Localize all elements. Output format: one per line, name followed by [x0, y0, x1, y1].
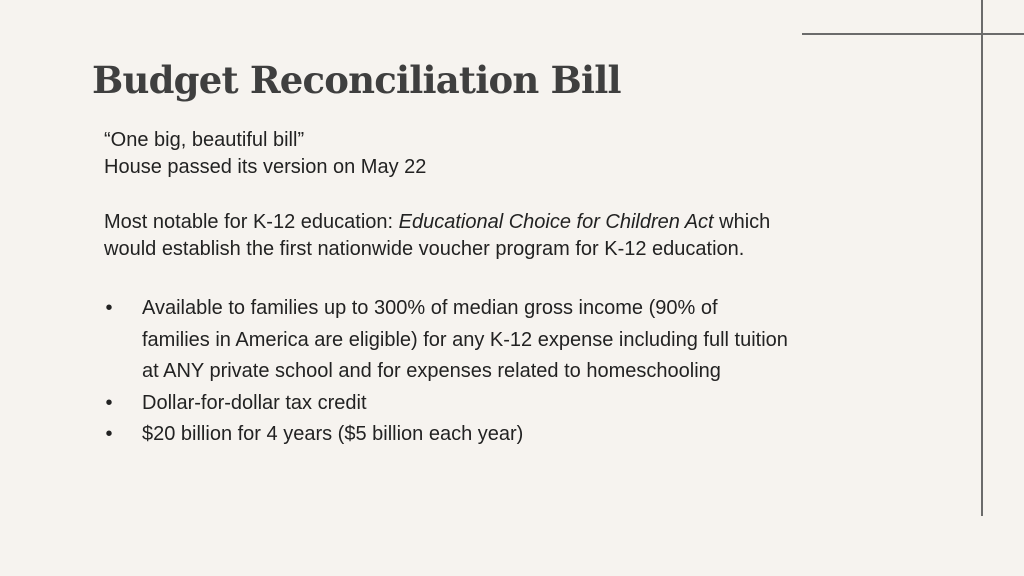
bullet-icon: •	[105, 391, 113, 414]
intro-line-2: House passed its version on May 22	[104, 156, 427, 178]
decorative-horizontal-line	[802, 33, 1024, 35]
bullet-item	[104, 419, 924, 451]
bullet-text-line: $20 billion for 4 years ($5 billion each year)	[142, 423, 524, 445]
slide-title: Budget Reconciliation Bill	[92, 58, 621, 102]
notable-paragraph	[104, 209, 924, 263]
bullet-item	[104, 388, 924, 420]
bullet-icon: •	[105, 423, 113, 445]
bullet-text-line: Available to families up to 300% of median gross income (90% of	[142, 297, 718, 319]
bullet-item	[104, 293, 924, 388]
bullet-text-line: families in America are eligible) for any K-12 expense including full tuition	[142, 328, 788, 351]
notable-prefix: Most notable for K-12 education:	[104, 211, 399, 233]
intro-paragraph	[104, 127, 924, 181]
act-name: Educational Choice for Children Act	[398, 211, 714, 233]
bullet-text-line: at ANY private school and for expenses related to homeschooling	[142, 360, 721, 382]
decorative-vertical-line	[981, 0, 983, 516]
bullet-icon: •	[105, 297, 113, 319]
bullet-list	[104, 293, 924, 451]
notable-suffix: which	[713, 211, 771, 233]
notable-line-1	[104, 209, 924, 236]
notable-line-2: would establish the first nationwide voucher program for K-12 education.	[104, 238, 745, 260]
bullet-text-line: Dollar-for-dollar tax credit	[142, 391, 367, 414]
intro-line-1: “One big, beautiful bill”	[104, 129, 305, 151]
